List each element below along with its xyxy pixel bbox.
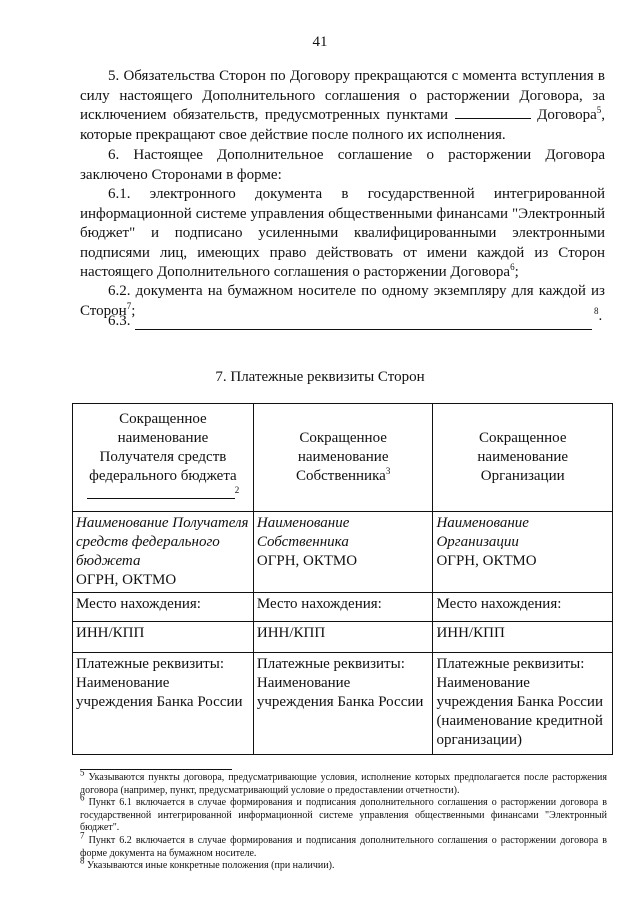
cell-text: ОГРН, ОКТМО xyxy=(256,553,358,569)
table-cell: Место нахождения: xyxy=(253,593,433,622)
footnote-5 xyxy=(80,767,607,797)
table-cell: Платежные реквизиты: Наименование учреждения Банка России (наименование кредитной организации) xyxy=(433,653,613,755)
table-cell: Платежные реквизиты: Наименование учреждения Банка России xyxy=(253,653,433,755)
footnote-mark: 8 xyxy=(80,855,85,866)
table-header-row xyxy=(73,404,613,512)
footnote-mark: 5 xyxy=(596,105,602,115)
table-row-name xyxy=(73,512,613,593)
cell-text: ОГРН, ОКТМО xyxy=(436,553,537,569)
table-row-inn xyxy=(73,622,613,653)
footnote-8 xyxy=(80,855,607,873)
blank-line xyxy=(135,329,592,330)
table-cell: ИНН/КПП xyxy=(73,622,254,653)
header-cell-organization xyxy=(433,404,613,512)
header-text: Сокращенное наименование Организации xyxy=(477,430,569,484)
table-cell xyxy=(73,512,254,593)
page-number: 41 xyxy=(312,34,328,50)
paragraph-6: 6. Настоящее Дополнительное соглашение о расторжении Договора заключено Сторонами в форме: xyxy=(80,147,605,183)
paragraph-6-3-label: 6.3. xyxy=(108,313,131,329)
footnote-separator xyxy=(80,769,232,770)
header-cell-owner xyxy=(253,404,433,512)
footnote-mark: 6 xyxy=(80,792,85,803)
table-cell: Место нахождения: xyxy=(73,593,254,622)
table-cell: Место нахождения: xyxy=(433,593,613,622)
footnote-mark: 2 xyxy=(234,485,240,495)
footnote-mark: 8 xyxy=(594,306,599,316)
paragraph-6-3-period: . xyxy=(598,308,603,324)
footnote-mark: 7 xyxy=(80,830,85,841)
paragraph-6-1-end: ; xyxy=(514,264,519,280)
paragraph-5-text-end: , которые прекращают свое действие после полного их исполнения. xyxy=(80,107,605,143)
paragraph-5 xyxy=(80,67,605,145)
footnote-text: Указываются пункты договора, предусматривающие условия, исполнение которых предполагается после расторжения договора (например, пункт, предусматривающий условие о предоставлении отчетности). xyxy=(80,772,607,796)
footnote-mark: 5 xyxy=(80,767,85,778)
footnote-mark: 7 xyxy=(126,300,132,311)
table-row-payment xyxy=(73,653,613,755)
cell-italic-text: Наименование Получателя средств федерального бюджета xyxy=(76,515,249,569)
section-title: 7. Платежные реквизиты Сторон xyxy=(215,369,425,385)
header-text: Сокращенное наименование Собственника xyxy=(296,430,389,484)
paragraph-6-2 xyxy=(80,282,605,321)
cell-italic-text: Наименование Организации xyxy=(436,515,529,550)
paragraph-6-1 xyxy=(80,185,605,283)
cell-text: ОГРН, ОКТМО xyxy=(76,572,177,588)
table-cell: ИНН/КПП xyxy=(253,622,433,653)
footnote-7 xyxy=(80,830,608,860)
paragraph-6-1-text: 6.1. электронного документа в государственной интегрированной информационной системе управления общественными финансами "Электронный бюджет" и подписано усиленными квалифицированными электронными подписями лиц, имеющих право действовать от имени каждой из Сторон настоящего Дополнительного соглашения о расторжении Договора xyxy=(80,186,605,280)
table-cell: Платежные реквизиты: Наименование учреждения Банка России xyxy=(73,653,254,755)
blank-line xyxy=(87,486,235,499)
header-text: Сокращенное наименование Получателя средств федерального бюджета xyxy=(89,411,237,484)
payment-details-table xyxy=(72,403,613,755)
table-cell xyxy=(433,512,613,593)
footnote-text: Пункт 6.2 включается в случае формирования и подписания дополнительного соглашения о расторжении договора в форме документа на бумажном носителе. xyxy=(80,835,608,859)
footnote-text: Указываются иные конкретные положения (при наличии). xyxy=(87,860,335,871)
table-row-location xyxy=(73,593,613,622)
footnote-text: Пункт 6.1 включается в случае формирования и подписания дополнительного соглашения о расторжении договора в государственной интегрированной информационной системе управления общественными финансами "Электронный бюджет". xyxy=(80,797,608,833)
paragraph-5-text-contract: Договора xyxy=(537,107,597,123)
paragraph-5-text: 5. Обязательства Сторон по Договору прекращаются с момента вступления в силу настоящего Дополнительного соглашения о расторжении Договора, за исключением обязательств, предусмотренных пунктами xyxy=(80,68,605,123)
footnote-mark: 6 xyxy=(510,262,515,272)
table-cell xyxy=(253,512,433,593)
table-cell: ИНН/КПП xyxy=(433,622,613,653)
footnote-mark: 3 xyxy=(385,466,391,476)
blank-line xyxy=(455,106,531,119)
paragraph-6-2-text: 6.2. документа на бумажном носителе по одному экземпляру для каждой из Сторон xyxy=(80,283,605,319)
paragraph-6-3-end xyxy=(594,308,602,325)
paragraph-6-2-end: ; xyxy=(131,302,136,319)
footnote-6 xyxy=(80,792,608,835)
header-cell-recipient xyxy=(73,404,254,512)
cell-italic-text: Наименование Собственника xyxy=(256,515,350,550)
